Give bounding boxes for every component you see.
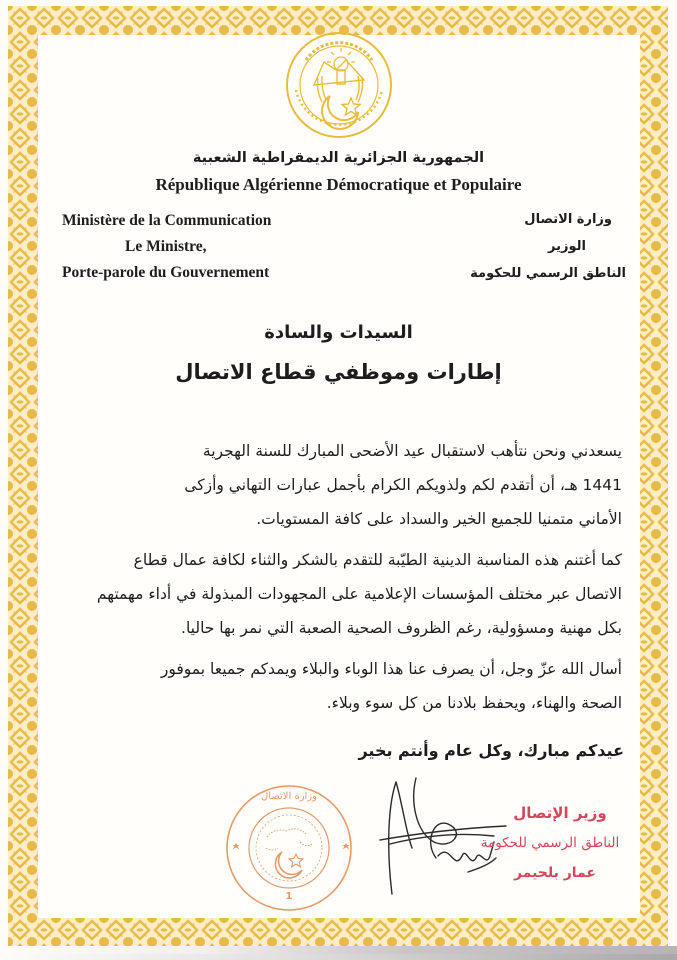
ministry-name-fr: Ministère de la Communication <box>62 212 272 229</box>
country-name-arabic: الجمهورية الجزائرية الديمقراطية الشعبية <box>192 150 485 166</box>
body-line: بكل مهنية ومسؤولية، رغم الظروف الصحية الصعبة التي نمر بها حاليا. <box>181 619 622 637</box>
signature-stamp <box>470 798 630 888</box>
country-name-french: République Algérienne Démocratique et Populaire <box>155 175 522 194</box>
sender-french <box>62 208 292 286</box>
ministry-name-ar: وزارة الاتصال <box>524 212 612 227</box>
salutation-line-1: السيدات والسادة <box>264 322 413 343</box>
body-line: الأماني متمنيا للجميع الخير والسداد على كافة المستويات. <box>256 510 622 528</box>
sender-arabic <box>470 206 626 287</box>
state-emblem-icon <box>284 30 394 140</box>
signatory-role: الناطق الرسمي للحكومة <box>480 835 620 851</box>
seal-number: 1 <box>285 891 293 902</box>
page-shadow-edge <box>0 954 677 960</box>
body-line: الصحة والهناء، ويحفظ بلادنا من كل سوء وبلاء. <box>326 694 622 712</box>
body-line: 1441 هـ، أن أتقدم لكم ولذويكم الكرام بأجمل عبارات التهاني وأزكى <box>184 476 622 494</box>
minister-title-ar: الوزير <box>548 239 586 254</box>
body-line: الاتصال عبر مختلف المؤسسات الإعلامية على المجهودات المبذولة في أداء مهمتهم <box>96 585 622 603</box>
body-paragraph-3 <box>82 652 622 720</box>
closing-greeting: عيدكم مبارك، وكل عام وأنتم بخير <box>358 741 624 760</box>
signatory-name: عمار بلحيمر <box>513 865 596 881</box>
spokesperson-title-ar: الناطق الرسمي للحكومة <box>470 266 626 281</box>
spokesperson-title-fr: Porte-parole du Gouvernement <box>62 264 270 281</box>
signatory-title: وزير الإتصال <box>513 804 607 822</box>
body-paragraph-2 <box>82 543 622 645</box>
body-line: كما أغتنم هذه المناسبة الدينية الطيّبة للتقدم بالشكر والثناء لكافة عمال قطاع <box>133 551 622 569</box>
body-line: أسال الله عزّ وجل، أن يصرف عنا هذا الوباء والبلاء ويمدكم جميعا بموفور <box>160 660 622 678</box>
body-line: يسعدني ونحن نتأهب لاستقبال عيد الأضحى المبارك للسنة الهجرية <box>202 442 622 460</box>
salutation-line-2: إطارات وموظفي قطاع الاتصال <box>175 360 502 384</box>
seal-label: وزارة الاتصال <box>261 791 317 802</box>
body-paragraph-1 <box>82 434 622 536</box>
minister-title-fr: Le Ministre, <box>125 238 207 255</box>
